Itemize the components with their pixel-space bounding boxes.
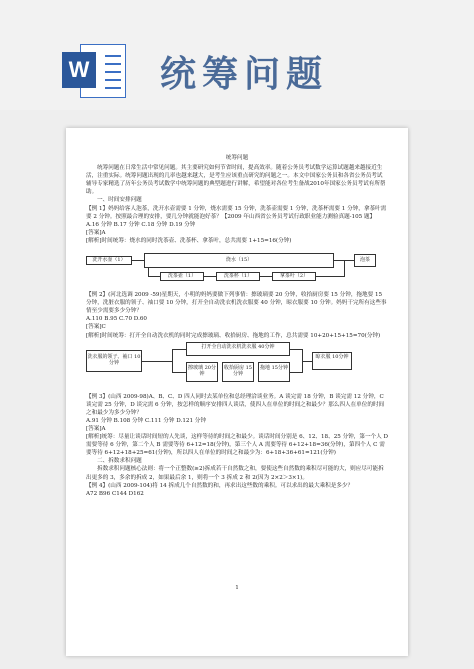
flow2-connector <box>172 372 186 373</box>
flow2-box-mop: 拖地 15分钟 <box>258 362 290 382</box>
page-number: 1 <box>235 585 239 591</box>
example-2-question: 【例 2】(河北选调 2009 -59)星期天，小明的妈妈要做下列事情：擦玻璃要 20 分钟，收拾厨房要 15 分钟，拖地要 15 分钟，洗脏衣服的领子、袖口要 10 分钟，打开全自动洗衣机洗衣服要 40 分钟，晾衣服要 10 分钟。妈妈干完所有这些事情至少需要多少分钟？ <box>86 292 387 315</box>
document-page <box>66 128 408 656</box>
flow1-box-boil: 烧水（15） <box>144 253 334 268</box>
flow2-box-washer: 打开全自动洗衣机洗衣服 40分钟 <box>186 342 290 356</box>
intro-paragraph: 统筹问题在日常生活中常见问题。其主要研究如何节省时间，提高效率。随着公务员考试数学运算试题越来越接近生活，注重实际。统筹问题出现的几率也越来越大，是考生应该重点研究的问题之一。本文中国家公务员和各省公务员考试辅导专家精选了历年公务员考试数学中统筹问题的典型题进行讲解，希望能对各位考生备战2010年国家公务员考试有所帮助。 <box>86 165 386 196</box>
example-1-options: A.16 分钟 B.17 分钟 C.18 分钟 D.19 分钟 <box>86 221 196 228</box>
flow2-box-hang: 晾衣服 10分钟 <box>312 352 352 370</box>
flow1-connector <box>344 261 345 277</box>
example-4-answer-placeholder <box>86 498 388 506</box>
flow1-box-wash-teapot: 洗茶壶（1） <box>160 272 204 281</box>
example-3-analysis: [解析]统筹：尽量让谈话时间短的人先谈，这样等待的时间之和最少。谈话时间分别是 6、12、18、25 分钟，第一个人 D 需要等待 6 分钟，第二个人 B 需要等待 6+12=18(分钟)，第三个人 A 需要等待 6+12+18=36(分钟)，第四个人 C 需要等待 6+12+18+25=61(分钟)，所以四人在单位的时间之和最少为：6+18+36+61=121(分钟) <box>86 434 389 457</box>
flow1-connector <box>316 276 344 277</box>
flow1-connector <box>148 276 160 277</box>
flow1-connector <box>132 260 144 261</box>
flow2-box-glass: 擦玻璃 20分钟 <box>186 362 218 382</box>
flow2-connector <box>142 361 172 362</box>
example-2-answer: [答案]C <box>86 324 106 331</box>
example-1-answer: [答案]A <box>86 229 106 236</box>
section-title-2: 二、拆数求积问题 <box>97 458 142 465</box>
example-4-options: A72 B96 C144 D162 <box>86 490 144 497</box>
example-2-analysis: [解析]时间统筹：打开全自动洗衣机的同时完成擦玻璃、收拾厨房、拖地的工作，总共需要 10+20+15+15=70(分钟) <box>86 332 381 339</box>
flow2-box-kitchen: 收拾厨房 15分钟 <box>222 362 254 382</box>
document-body <box>86 128 388 506</box>
flow2-connector <box>290 372 302 373</box>
example-1-analysis: [解析]时间统筹：烧水的同时洗茶壶、洗茶杯、拿茶叶，总共需要 1+15=16(分钟) <box>86 237 292 244</box>
flow2-connector <box>290 349 302 350</box>
flow1-box-wash-cups: 洗茶杯（1） <box>216 272 260 281</box>
example-3-question: 【例 3】(山西 2009-98)A、B、C、D 四人同时去某单位和总经理洽谈业务。A 谈完需 18 分钟，B 谈完需 12 分钟，C 谈完需 25 分钟，D 谈完需 6 分钟，按怎样的顺序安排四人谈话，使四人在单位的时间之和最少？那么四人在单位的时间之和最少为多少分钟？ <box>86 393 385 416</box>
example-2-options: A.110 B.95 C.70 D.60 <box>86 316 147 323</box>
header-banner <box>0 0 474 110</box>
flow1-box-wash-kettle: 洗开水壶（1） <box>86 256 132 265</box>
page-title: 统筹问题 <box>160 54 329 95</box>
flow1-box-tea-leaves: 拿茶叶（2） <box>272 272 316 281</box>
flow1-connector <box>204 276 216 277</box>
word-document-icon <box>62 42 126 98</box>
flow2-connector <box>302 361 312 362</box>
example-3-answer: [答案]A <box>86 425 106 432</box>
word-icon-letter: W <box>62 52 96 88</box>
flowchart-1 <box>86 245 388 285</box>
example-4-question: 【例 4】(山西 2009-104)将 14 拆成几个自然数的和，再求出这些数的乘积。可以求出的最大乘积是多少？ <box>86 482 354 489</box>
example-3-options: A.91 分钟 B.108 分钟 C.111 分钟 D.121 分钟 <box>86 417 206 424</box>
flowchart-2 <box>86 340 388 390</box>
doc-heading: 统筹问题 <box>225 155 249 161</box>
example-1-question: 【例 1】妈妈给客人泡茶，洗开水壶需要 1 分钟，烧水需要 15 分钟，洗茶壶需要 1 分钟，洗茶杯需要 1 分钟，拿茶叶需要 2 分钟。按照最合理的安排，要几分钟就能泡好茶？【2009 年山西省公务员考试行政职业能力测验真题-105 题】 <box>86 205 387 220</box>
flow1-box-make-tea: 泡茶 <box>354 254 376 267</box>
flow1-connector <box>260 276 272 277</box>
section-title-1: 一、时间安排问题 <box>97 197 142 204</box>
flow2-connector <box>172 349 173 372</box>
flow2-connector <box>172 349 186 350</box>
flow2-box-collars: 洗衣服的领子、袖口 10分钟 <box>86 350 142 372</box>
rule-paragraph: 拆数求积问题核心法则：将一个正整数(≥2)拆成若干自然数之和，要使这些自然数的乘积尽可能的大，则应尽可能拆出更多的 3，多余的拆成 2，如果最后余 1，则将一个 3 拆成 2 和 2(因为 2×2＞3×1)。 <box>86 466 384 481</box>
